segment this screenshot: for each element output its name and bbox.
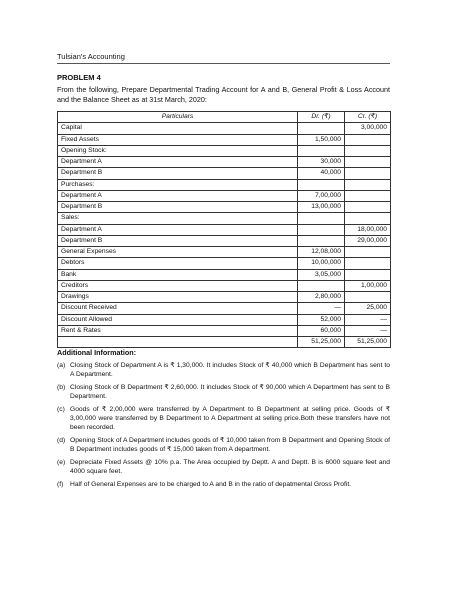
problem-intro: From the following, Prepare Departmental Trading Account for A and B, General Profit & Loss Account and the Balance Sheet as at 31st March, 2020:: [57, 85, 390, 104]
header-rule: [57, 63, 390, 64]
cell-credit: 1,00,000: [345, 280, 391, 291]
note-item: [57, 436, 390, 454]
note-text: Half of General Expenses are to be charged to A and B in the ratio of depatmental Gross Profit.: [70, 481, 352, 488]
cell-credit: 18,00,000: [345, 224, 391, 235]
cell-credit: —: [345, 325, 391, 336]
table-row: [58, 258, 391, 269]
note-label: (c): [57, 406, 65, 413]
table-header-row: [58, 112, 391, 123]
cell-debit: [298, 179, 345, 190]
cell-credit: 25,000: [345, 303, 391, 314]
cell-particulars: Creditors: [58, 280, 298, 291]
table-row: [58, 123, 391, 134]
cell-debit: 13,00,000: [298, 202, 345, 213]
cell-particulars: Purchases:: [58, 179, 298, 190]
note-label: (a): [57, 362, 66, 369]
cell-particulars: [58, 337, 298, 348]
cell-particulars: Discount Received: [58, 303, 298, 314]
cell-particulars: Department A: [58, 190, 298, 201]
cell-particulars: Department B: [58, 168, 298, 179]
cell-debit: 7,00,000: [298, 190, 345, 201]
note-text: Closing Stock of Department A is ₹ 1,30,000. It includes Stock of ₹ 40,000 which B Department has sent to A Department.: [70, 362, 390, 378]
table-row: [58, 235, 391, 246]
note-label: (e): [57, 459, 66, 466]
note-label: (f): [57, 481, 64, 488]
cell-particulars: General Expenses: [58, 247, 298, 258]
note-text: Opening Stock of A Department includes goods of ₹ 10,000 taken from B Department and Opening Stock of B Department includes goods of ₹ 15,000 taken from A department.: [70, 437, 390, 453]
cell-debit: [298, 145, 345, 156]
cell-credit: [345, 213, 391, 224]
table-body: [58, 123, 391, 348]
cell-debit: 52,000: [298, 314, 345, 325]
table-row: [58, 134, 391, 145]
cell-credit: [345, 145, 391, 156]
cell-debit: 1,50,000: [298, 134, 345, 145]
additional-info-title: Additional Information:: [57, 348, 137, 357]
cell-debit: 2,80,000: [298, 292, 345, 303]
table-row: [58, 269, 391, 280]
note-label: (d): [57, 437, 66, 444]
note-item: [57, 383, 390, 401]
cell-debit: [298, 123, 345, 134]
cell-particulars: Bank: [58, 269, 298, 280]
cell-credit: [345, 202, 391, 213]
cell-credit: [345, 247, 391, 258]
cell-debit: [298, 213, 345, 224]
cell-credit: [345, 258, 391, 269]
cell-debit: 12,08,000: [298, 247, 345, 258]
cell-credit: [345, 269, 391, 280]
note-text: Closing Stock of B Department ₹ 2,60,000. It includes Stock of ₹ 90,000 which A Department has sent to B Department.: [70, 384, 390, 400]
cell-credit: [345, 168, 391, 179]
table-row: [58, 325, 391, 336]
table-row: [58, 314, 391, 325]
cell-credit: 51,25,000: [345, 337, 391, 348]
cell-debit: 10,00,000: [298, 258, 345, 269]
cell-debit: 51,25,000: [298, 337, 345, 348]
problem-title: PROBLEM 4: [57, 73, 101, 82]
cell-credit: 3,00,000: [345, 123, 391, 134]
header-debit: Dr. (₹): [298, 112, 345, 123]
cell-credit: [345, 179, 391, 190]
table-row: [58, 145, 391, 156]
table-row: [58, 157, 391, 168]
table-row: [58, 247, 391, 258]
table-row: [58, 280, 391, 291]
cell-particulars: Rent & Rates: [58, 325, 298, 336]
table-row: [58, 202, 391, 213]
trial-balance-table: [57, 111, 391, 348]
running-head: Tulsian's Accounting: [57, 52, 125, 61]
note-item: [57, 480, 390, 489]
note-item: [57, 361, 390, 379]
cell-particulars: Department B: [58, 235, 298, 246]
table-row: [58, 292, 391, 303]
note-item: [57, 458, 390, 476]
header-particulars: Particulars: [58, 112, 298, 123]
cell-debit: 40,000: [298, 168, 345, 179]
cell-particulars: Discount Allowed: [58, 314, 298, 325]
cell-debit: 3,05,000: [298, 269, 345, 280]
table-row: [58, 168, 391, 179]
table-row: [58, 303, 391, 314]
cell-credit: —: [345, 314, 391, 325]
cell-debit: [298, 235, 345, 246]
cell-particulars: Fixed Assets: [58, 134, 298, 145]
cell-particulars: Sales:: [58, 213, 298, 224]
cell-debit: —: [298, 303, 345, 314]
note-item: [57, 405, 390, 432]
cell-particulars: Debtors: [58, 258, 298, 269]
cell-particulars: Opening Stock:: [58, 145, 298, 156]
cell-debit: [298, 280, 345, 291]
cell-credit: [345, 292, 391, 303]
cell-particulars: Capital: [58, 123, 298, 134]
cell-credit: [345, 157, 391, 168]
additional-info-list: [57, 361, 390, 493]
cell-debit: 60,000: [298, 325, 345, 336]
cell-particulars: Department B: [58, 202, 298, 213]
note-label: (b): [57, 384, 66, 391]
cell-credit: [345, 190, 391, 201]
note-text: Goods of ₹ 2,00,000 were transferred by A Department to B Department at selling price. Goods of ₹ 3,00,000 were transferred by B Department to A Department at selling price.Both these transfers have not been recorded.: [70, 406, 390, 431]
cell-credit: 29,00,000: [345, 235, 391, 246]
cell-debit: [298, 224, 345, 235]
header-credit: Cr. (₹): [345, 112, 391, 123]
table-row: [58, 190, 391, 201]
cell-particulars: Drawings: [58, 292, 298, 303]
table-row: [58, 224, 391, 235]
cell-particulars: Department A: [58, 224, 298, 235]
table-row: [58, 213, 391, 224]
table-row: [58, 337, 391, 348]
cell-debit: 30,000: [298, 157, 345, 168]
cell-particulars: Department A: [58, 157, 298, 168]
cell-credit: [345, 134, 391, 145]
table-row: [58, 179, 391, 190]
note-text: Depreciate Fixed Assets @ 10% p.a. The Area occupied by Deptt. A and Deptt. B is 6000 square feet and 4000 square feet.: [70, 459, 390, 475]
